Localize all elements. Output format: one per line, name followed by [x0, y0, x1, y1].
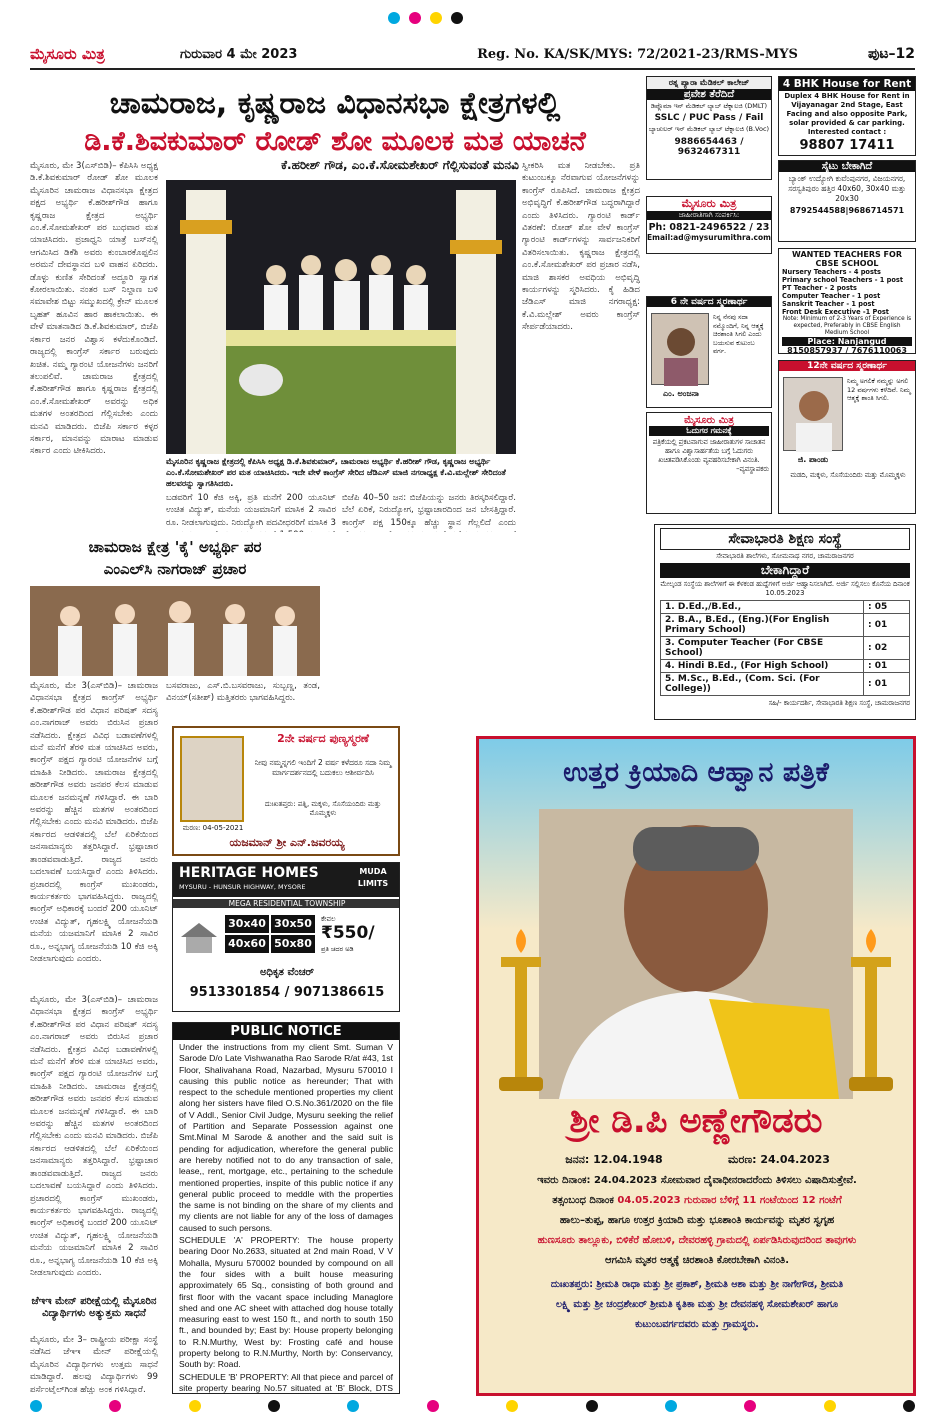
seva-row-1 — [661, 601, 910, 614]
lead-column-mid-2-text: ಬಿಜೆಪಿ 40–50 ಜನ: ಬಿಜೆಪಿಯನ್ನು ಜನರು ತಿರಸ್ಕರಿಸಲಿದ್ದಾರೆ. ಬೆಲೆ ಏರಿಕೆ, ನಿರುದ್ಯೋಗ, ಭ್ರಷ್ಟಾಚಾರದಿಂದ ಜನ ಬೇಸತ್ತಿದ್ದಾರೆ. ಕಾಂಗ್ರೆಸ್ ಪಕ್ಷ 150ಕ್ಕೂ ಹೆಚ್ಚು ಸ್ಥಾನ ಗೆಲ್ಲಲಿದೆ ಎಂದು — [342, 493, 516, 528]
lead-headline-1: ಚಾಮರಾಜ, ಕೃಷ್ಣರಾಜ ವಿಧಾನಸಭಾ ಕ್ಷೇತ್ರಗಳಲ್ಲಿ — [109, 86, 561, 121]
memorial-3-name: ಯಜಮಾನ್ ಶ್ರೀ ಎನ್.ಜವರಯ್ಯ — [229, 836, 345, 849]
heritage-price-unit: ಪ್ರತಿ ಚದರ ಅಡಿ — [321, 945, 354, 953]
public-notice-body: Under the instructions from my client Smt. Suman V Sarode D/o Late Vishwanatha Rao Sarode R/at #43, 1st Floor, Shalivahana Road, Nazarbad, Mysuru 570010 I causing this public notice as hereunder; That with respect to the schedule mentioned properties my client along her sisters have filed O.S.No.361/2020 on the file of V Addl., Senior Civil Judge, Mysuru seeking the relief of Partition and Separate Possession against one Smt.Minal M Sarode & another and the said suit is pending for adjudication, wherefore the general public are hereby notified not to do any transaction of sale, lease,, rent, mortgage, etc., pertaining to the schedule mentioned properties, inspite of this public notice if any general public proceed to meddle with the properties the same is not binding on the share of my clients and my clients are not liable for any of the loss of damages caused to such persons. — [179, 1042, 393, 1233]
teachers-item-6: Front Desk Executive -1 Post — [782, 308, 889, 316]
memorial-1-name: ಎಂ. ಅಂಜನಾ — [663, 389, 699, 398]
obituary-lamp-left — [491, 929, 551, 1099]
obituary-line-5: ಆಗಮಿಸಿ ಮೃತರ ಆತ್ಮಕ್ಕೆ ಚಿರಶಾಂತಿ ಕೋರಬೇಕಾಗಿ ವಿನಂತಿ. — [604, 1255, 790, 1266]
teachers-phone: 8150857937 / 7676110063 — [787, 346, 907, 354]
obituary-line-7: ಲಕ್ಷ್ಮಿ ಮತ್ತು ಶ್ರೀ ಚಂದ್ರಶೇಖರ್ ಶ್ರೀಮತಿ ಕೃತಿಕಾ ಮತ್ತು ಶ್ರೀ ದೇವನಹಳ್ಳಿ ಸೋಮಶೇಖರ್ ಹಾಗೂ — [555, 1299, 839, 1310]
memorial-3-family: ದುಃಖತಪ್ತರು: ಪತ್ನಿ, ಮಕ್ಕಳು, ಸೊಸೆಯಂದಿರು ಮತ್ತು ಮೊಮ್ಮಕ್ಕಳು — [264, 800, 382, 817]
site-wanted-phone: 8792544588|9686714571 — [789, 206, 905, 215]
seva-count: : 02 — [864, 637, 910, 660]
seva-post: 4. Hindi B.Ed., (For High School) — [661, 660, 864, 673]
masthead-registration: Reg. No. KA/SK/MYS: 72/2021-23/RMS-MYS — [477, 46, 798, 62]
lead-photo — [166, 180, 516, 454]
public-notice-title: PUBLIC NOTICE — [173, 1023, 399, 1040]
story2-body — [30, 680, 158, 990]
obituary-died: ಮರಣ: 24.04.2023 — [728, 1153, 830, 1166]
campaign-photo-illustration — [30, 586, 320, 676]
site-wanted-ad — [778, 160, 916, 242]
lead-column-right-text: ಸ್ವೀಕರಿಸಿ ಮತ ನೀಡಬೇಕು. ಪ್ರತಿ ಕುಟುಂಬಕ್ಕೂ ನೆರವಾಗುವ ಯೋಜನೆಗಳನ್ನು ಕಾಂಗ್ರೆಸ್ ರೂಪಿಸಿದೆ. ಚಾಮರಾಜ ಕ್ಷೇತ್ರದ ಅಭಿವೃದ್ಧಿಗೆ ಕೆ.ಹರೀಶ್‌ಗೌಡ ಬದ್ಧರಾಗಿದ್ದಾರೆ ಎಂದು ತಿಳಿಸಿದರು. ಗ್ಯಾರಂಟಿ ಕಾರ್ಡ್ ವಿತರಣೆ: ರೋಡ್ ಶೋ ವೇಳೆ ಕಾಂಗ್ರೆಸ್ ಗ್ಯಾರಂಟಿ ಕಾರ್ಡ್‌ಗಳನ್ನು ಸಾರ್ವಜನಿಕರಿಗೆ ವಿತರಿಸಲಾಯಿತು. ಕೃಷ್ಣರಾಜ ಕ್ಷೇತ್ರದಲ್ಲಿ ಎಂ.ಕೆ.ಸೋಮಶೇಖರ್ ಪರ ಪ್ರಚಾರ ನಡೆಸಿ, ಮಾಜಿ ಶಾಸಕರ ಅವಧಿಯ ಅಭಿವೃದ್ಧಿ ಕಾರ್ಯಗಳನ್ನು ಸ್ಮರಿಸಿದರು. ಕೈ ಹಿಡಿದ ಜೆಡಿಎಸ್ ಮಾಜಿ ನಗರಾಧ್ಯಕ್ಷ: ಕೆ.ವಿ.ಮಲ್ಲೇಶ್ ಅವರು ಕಾಂಗ್ರೆಸ್ ಸೇರ್ಪಡೆಯಾದರು. — [522, 161, 640, 333]
seva-post: 2. B.A., B.Ed., (Eng.)(For English Primary School) — [661, 614, 864, 637]
masthead-logo: ಮೈಸೂರು ಮಿತ್ರ — [30, 45, 105, 63]
seva-row-4 — [661, 660, 910, 673]
mithra-readers-notice — [646, 412, 772, 514]
story3-body-text: ಮೈಸೂರು, ಮೇ 3– ರಾಷ್ಟ್ರೀಯ ಪರೀಕ್ಷಾ ಸಂಸ್ಥೆ ನಡೆಸಿದ ಜೆಇಇ ಮೇನ್ ಪರೀಕ್ಷೆಯಲ್ಲಿ ಮೈಸೂರಿನ ವಿದ್ಯಾರ್ಥಿಗಳು ಉತ್ತಮ ಸಾಧನೆ ಮಾಡಿದ್ದಾರೆ. ಹಲವು ವಿದ್ಯಾರ್ಥಿಗಳು 99 ಪರ್ಸೆಂಟೈಲ್‌ಗಿಂತ ಹೆಚ್ಚು ಅಂಕ ಗಳಿಸಿದ್ದಾರೆ. — [30, 1335, 158, 1394]
teachers-wanted-ad — [778, 248, 916, 354]
seva-count: : 01 — [864, 660, 910, 673]
site-wanted-body: ಬ್ಯಾಂಕ್ ಉದ್ಯೋಗಿ ಕುವೆಂಪುನಗರ, ವಿಜಯನಗರ, ಸರಸ್ವತಿಪುರಂ ಹತ್ತಿರ 40x60, 30x40 ಮತ್ತು 20x30 — [788, 174, 906, 203]
seva-title: ಸೇವಾಭಾರತಿ ಶಿಕ್ಷಣ ಸಂಸ್ಥೆ — [660, 528, 910, 550]
memorial-ad-2 — [778, 360, 916, 514]
heritage-size-4: 50x80 — [271, 935, 315, 953]
house-rent-title: 4 BHK House for Rent — [779, 77, 915, 91]
nursing-title: ರತ್ನ ಪ್ಯಾರಾ ಮೆಡಿಕಲ್ ಕಾಲೇಜ್ — [647, 77, 771, 89]
mithra-notice-title: ಮೈಸೂರು ಮಿತ್ರ — [684, 415, 734, 426]
lead-column-1 — [30, 160, 158, 530]
classified-phone: Ph: 0821-2496522 / 23 — [648, 222, 770, 233]
seva-count: : 01 — [864, 614, 910, 637]
site-wanted-title: ಸೈಟು ಬೇಕಾಗಿದೆ — [779, 161, 915, 172]
lead-deck: ಕೆ.ಹರೀಶ್ ಗೌಡ, ಎಂ.ಕೆ.ಸೋಮಶೇಖರ್ ಗೆಲ್ಲಿಸುವಂತೆ ಮನವಿ — [281, 158, 519, 172]
heritage-badge: MUDA LIMITS — [357, 867, 389, 888]
teachers-item-2: Primary school Teachers - 1 post — [782, 276, 903, 284]
memorial-2-family: ಮಡದಿ, ಮಕ್ಕಳು, ಸೊಸೆಯಂದಿರು ಮತ್ತು ಮೊಮ್ಮಕ್ಕಳು — [790, 471, 906, 479]
story3-headline: ಜೆಇಇ ಮೇನ್ ಪರೀಕ್ಷೆಯಲ್ಲಿ ಮೈಸೂರಿನ ವಿದ್ಯಾರ್ಥಿಗಳು ಅತ್ಯುತ್ತಮ ಸಾಧನೆ — [31, 1296, 157, 1319]
nursing-college-ad — [646, 76, 772, 180]
obituary-portrait — [539, 809, 853, 1099]
heritage-subtitle: MEGA RESIDENTIAL TOWNSHIP — [173, 899, 400, 908]
obituary-born: ಜನನ: 12.04.1948 — [565, 1153, 663, 1166]
memorial-2-name: ಜಿ. ಪಾಂಡು — [797, 455, 829, 464]
nursing-subtitle: ಪ್ರವೇಶ ತೆರೆದಿದೆ — [647, 89, 771, 100]
story2-headline-1: ಚಾಮರಾಜ ಕ್ಷೇತ್ರ 'ಕೈ' ಅಭ್ಯರ್ಥಿ ಪರ — [88, 538, 262, 556]
memorial-ad-1 — [646, 296, 772, 408]
memorial-1-body: ನಿನ್ನ ನೆನಪು ಸದಾ ನಮ್ಮೊಂದಿಗೆ, ನಿನ್ನ ಆತ್ಮಕ್ಕೆ ಚಿರಶಾಂತಿ ಸಿಗಲಿ ಎಂದು ಬಯಸುವ ಕುಟುಂಬ ವರ್ಗ. — [713, 313, 764, 355]
obituary-line-3: ಹಾಲು–ತುಪ್ಪ, ಹಾಗೂ ಉತ್ತರ ಕ್ರಿಯಾದಿ ಮತ್ತು ಭೂಶಾಂತಿ ಕಾರ್ಯವನ್ನು ಮೃತರ ಸ್ವಗೃಹ — [559, 1215, 835, 1226]
teachers-item-4: Computer Teacher - 1 post — [782, 292, 881, 300]
teachers-place: Place: Nanjangud — [782, 337, 912, 346]
memorial-2-photo — [783, 377, 843, 451]
mithra-notice-sign: –ವ್ಯವಸ್ಥಾಪಕರು — [736, 465, 769, 473]
seva-bharathi-ad — [654, 524, 916, 720]
seva-post: 5. M.Sc., B.Ed., (Com. Sci. (For College)) — [661, 673, 864, 696]
registration-marks-top — [388, 12, 463, 24]
lead-column-mid-1-text: ಬಡವರಿಗೆ 10 ಕೆಜಿ ಅಕ್ಕಿ, ಪ್ರತಿ ಮನೆಗೆ 200 ಯೂನಿಟ್ ಉಚಿತ ವಿದ್ಯುತ್, ಮನೆಯ ಯಜಮಾನಿಗೆ ಮಾಸಿಕ 2 ಸಾವಿರ ರೂ. ನೀಡಲಾಗುವುದು. ನಿರುದ್ಯೋಗಿ ಪದವೀಧರರಿಗೆ ಮಾಸಿಕ 3 — [166, 493, 336, 528]
story2-continuation-text: ಮೈಸೂರು, ಮೇ 3(ಎಸ್‌ಬಿಡಿ)– ಚಾಮರಾಜ ವಿಧಾನಸಭಾ ಕ್ಷೇತ್ರದ ಕಾಂಗ್ರೆಸ್ ಅಭ್ಯರ್ಥಿ ಕೆ.ಹರೀಶ್‌ಗೌಡ ಪರ ವಿಧಾನ ಪರಿಷತ್ ಸದಸ್ಯ ಎಂ.ನಾಗರಾಜ್ ಅವರು ಬಿರುಸಿನ ಪ್ರಚಾರ ನಡೆಸಿದರು. ಕ್ಷೇತ್ರದ ವಿವಿಧ ಬಡಾವಣೆಗಳಲ್ಲಿ ಮನೆ ಮನೆಗೆ ತೆರಳಿ ಮತ ಯಾಚಿಸಿದ ಅವರು, ಕಾಂಗ್ರೆಸ್ ಪಕ್ಷದ ಗ್ಯಾರಂಟಿ ಯೋಜನೆಗಳ ಬಗ್ಗೆ ಮಾಹಿತಿ ನೀಡಿದರು. ಚಾಮರಾಜ ಕ್ಷೇತ್ರದಲ್ಲಿ ಹರೀಶ್‌ಗೌಡ ಅವರು ಜನಪರ ಕೆಲಸ ಮಾಡುವ ಮೂಲಕ ಜನಮನ್ನಣೆ ಗಳಿಸಿದ್ದಾರೆ. ಈ ಬಾರಿ ಅವರನ್ನು ಹೆಚ್ಚಿನ ಮತಗಳ ಅಂತರದಿಂದ ಗೆಲ್ಲಿಸಬೇಕು ಎಂದು ಮನವಿ ಮಾಡಿದರು. ಬಿಜೆಪಿ ಸರ್ಕಾರದ ಆಡಳಿತದಲ್ಲಿ ಬೆಲೆ ಏರಿಕೆಯಿಂದ ಜನಸಾಮಾನ್ಯರು ತತ್ತರಿಸಿದ್ದಾರೆ. ಭ್ರಷ್ಟಾಚಾರ ತಾಂಡವವಾಡುತ್ತಿದೆ. ರಾಜ್ಯದ ಜನರು ಬದಲಾವಣೆ ಬಯಸಿದ್ದಾರೆ ಎಂದು ತಿಳಿಸಿದರು. ಪ್ರಚಾರದಲ್ಲಿ ಕಾಂಗ್ರೆಸ್ ಮುಖಂಡರು, ಕಾರ್ಯಕರ್ತರು ಭಾಗವಹಿಸಿದ್ದರು. ರಾಜ್ಯದಲ್ಲಿ ಕಾಂಗ್ರೆಸ್ ಅಧಿಕಾರಕ್ಕೆ ಬಂದರೆ 200 ಯೂನಿಟ್ ಉಚಿತ ವಿದ್ಯುತ್, ಗೃಹಲಕ್ಷ್ಮಿ ಯೋಜನೆಯಡಿ ಮನೆಯ ಯಜಮಾನಿಗೆ ಮಾಸಿಕ 2 ಸಾವಿರ ರೂ., ಅನ್ನಭಾಗ್ಯ ಯೋಜನೆಯಡಿ 10 ಕೆಜಿ ಅಕ್ಕಿ ನೀಡಲಾಗುವುದು ಎಂದರು. — [30, 995, 158, 1278]
teachers-item-3: PT Teacher - 2 posts — [782, 284, 857, 292]
obituary-name: ಶ್ರೀ ಡಿ.ಪಿ ಅಣ್ಣೇಗೌಡರು — [569, 1101, 823, 1141]
memorial-2-title: 12ನೇ ವರ್ಷದ ಸ್ಮರಣಾರ್ಥ — [779, 361, 915, 371]
nursing-line-3: ಬ್ಯಾಚುಲರ್ ಇನ್ ಮೆಡಿಕಲ್ ಲ್ಯಾಬ್ ಟೆಕ್ನಾಲಜಿ (B.Voc) — [648, 125, 770, 133]
lead-headline-2: ಡಿ.ಕೆ.ಶಿವಕುಮಾರ್ ರೋಡ್ ಶೋ ಮೂಲಕ ಮತ ಯಾಚನೆ — [84, 126, 586, 157]
public-notice-schedule-b: SCHEDULE 'B' PROPERTY: All that piece and parcel of site property bearing No.57 situated at 'B' Block, DTS — [179, 1371, 393, 1393]
obituary-title: ಉತ್ತರ ಕ್ರಿಯಾದಿ ಆಹ್ವಾನ ಪತ್ರಿಕೆ — [563, 757, 829, 788]
story2-body-text: ಮೈಸೂರು, ಮೇ 3(ಎಸ್‌ಬಿಡಿ)– ಚಾಮರಾಜ ವಿಧಾನಸಭಾ ಕ್ಷೇತ್ರದ ಕಾಂಗ್ರೆಸ್ ಅಭ್ಯರ್ಥಿ ಕೆ.ಹರೀಶ್‌ಗೌಡ ಪರ ವಿಧಾನ ಪರಿಷತ್ ಸದಸ್ಯ ಎಂ.ನಾಗರಾಜ್ ಅವರು ಬಿರುಸಿನ ಪ್ರಚಾರ ನಡೆಸಿದರು. ಕ್ಷೇತ್ರದ ವಿವಿಧ ಬಡಾವಣೆಗಳಲ್ಲಿ ಮನೆ ಮನೆಗೆ ತೆರಳಿ ಮತ ಯಾಚಿಸಿದ ಅವರು, ಕಾಂಗ್ರೆಸ್ ಪಕ್ಷದ ಗ್ಯಾರಂಟಿ ಯೋಜನೆಗಳ ಬಗ್ಗೆ ಮಾಹಿತಿ ನೀಡಿದರು. ಚಾಮರಾಜ ಕ್ಷೇತ್ರದಲ್ಲಿ ಹರೀಶ್‌ಗೌಡ ಅವರು ಜನಪರ ಕೆಲಸ ಮಾಡುವ ಮೂಲಕ ಜನಮನ್ನಣೆ ಗಳಿಸಿದ್ದಾರೆ. ಈ ಬಾರಿ ಅವರನ್ನು ಹೆಚ್ಚಿನ ಮತಗಳ ಅಂತರದಿಂದ ಗೆಲ್ಲಿಸಬೇಕು ಎಂದು ಮನವಿ ಮಾಡಿದರು. ಬಿಜೆಪಿ ಸರ್ಕಾರದ ಆಡಳಿತದಲ್ಲಿ ಬೆಲೆ ಏರಿಕೆಯಿಂದ ಜನಸಾಮಾನ್ಯರು ತತ್ತರಿಸಿದ್ದಾರೆ. ಭ್ರಷ್ಟಾಚಾರ ತಾಂಡವವಾಡುತ್ತಿದೆ. ರಾಜ್ಯದ ಜನರು ಬದಲಾವಣೆ ಬಯಸಿದ್ದಾರೆ ಎಂದು ತಿಳಿಸಿದರು. ಪ್ರಚಾರದಲ್ಲಿ ಕಾಂಗ್ರೆಸ್ ಮುಖಂಡರು, ಕಾರ್ಯಕರ್ತರು ಭಾಗವಹಿಸಿದ್ದರು. ರಾಜ್ಯದಲ್ಲಿ ಕಾಂಗ್ರೆಸ್ ಅಧಿಕಾರಕ್ಕೆ ಬಂದರೆ 200 ಯೂನಿಟ್ ಉಚಿತ ವಿದ್ಯುತ್, ಗೃಹಲಕ್ಷ್ಮಿ ಯೋಜನೆಯಡಿ ಮನೆಯ ಯಜಮಾನಿಗೆ ಮಾಸಿಕ 2 ಸಾವಿರ ರೂ., ಅನ್ನಭಾಗ್ಯ ಯೋಜನೆಯಡಿ 10 ಕೆಜಿ ಅಕ್ಕಿ ನೀಡಲಾಗುವುದು ಎಂದರು. — [30, 681, 158, 964]
memorial-1-title: 6 ನೇ ವರ್ಷದ ಸ್ಮರಣಾರ್ಥ — [647, 297, 771, 307]
obituary-lamp-right — [841, 929, 901, 1099]
seva-count: : 01 — [864, 673, 910, 696]
obituary-line-1: ಇವರು ದಿನಾಂಕ: 24.04.2023 ಸೋಮವಾರ ದೈವಾಧೀನರಾದರೆಂದು ತಿಳಿಸಲು ವಿಷಾದಿಸುತ್ತೇವೆ. — [537, 1175, 857, 1186]
heritage-size-2: 30x50 — [271, 915, 315, 933]
seva-sign: ಸಹಿ/- ಕಾರ್ಯದರ್ಶಿ, ಸೇವಾಭಾರತಿ ಶಿಕ್ಷಣ ಸಂಸ್ಥೆ, ಚಾಮರಾಜನಗರ — [768, 699, 910, 707]
seva-wanted: ಬೇಕಾಗಿದ್ದಾರೆ — [660, 563, 910, 578]
teachers-item-5: Sanskrit Teacher - 1 post — [782, 300, 875, 308]
seva-row-2 — [661, 614, 910, 637]
heritage-title: HERITAGE HOMES — [179, 865, 319, 881]
seva-posts-table — [660, 600, 910, 696]
obituary-line-2b: 04.05.2023 ಗುರುವಾರ ಬೆಳಿಗ್ಗೆ 11 ಗಂಟೆಯಿಂದ 12 ಗಂಟೆಗೆ — [617, 1195, 842, 1206]
heritage-price-label: ಕೇವಲ — [321, 915, 336, 923]
heritage-location: MYSURU - HUNSUR HIGHWAY, MYSORE — [179, 883, 306, 891]
heritage-size-1: 30x40 — [225, 915, 269, 933]
seva-count: : 05 — [864, 601, 910, 614]
nursing-line-1: ಡಿಪ್ಲೊಮಾ ಇನ್ ಮೆಡಿಕಲ್ ಲ್ಯಾಬ್ ಟೆಕ್ನಾಲಜಿ (DMLT) — [650, 102, 768, 110]
seva-intro: ಮೇಲ್ಕಂಡ ಸಂಸ್ಥೆಯ ಶಾಲೆಗಳಿಗೆ ಈ ಕೆಳಕಂಡ ಹುದ್ದೆಗಳಿಗೆ ಅರ್ಜಿ ಆಹ್ವಾನಿಸಲಾಗಿದೆ. ಅರ್ಜಿ ಸಲ್ಲಿಸಲು ಕೊನೆಯ ದಿನಾಂಕ 10.05.2023 — [660, 580, 910, 597]
masthead-page-number: ಪುಟ–12 — [867, 46, 915, 62]
lead-column-mid-1 — [166, 492, 336, 532]
heritage-size-3: 40x60 — [225, 935, 269, 953]
teachers-item-1: Nursery Teachers - 4 posts — [782, 268, 881, 276]
lead-column-1-text: ಮೈಸೂರು, ಮೇ 3(ಎಸ್‌ಬಿಡಿ)– ಕೆಪಿಸಿಸಿ ಅಧ್ಯಕ್ಷ ಡಿ.ಕೆ.ಶಿವಕುಮಾರ್ ರೋಡ್ ಶೋ ಮೂಲಕ ಮೈಸೂರಿನ ಚಾಮರಾಜ ವಿಧಾನಸಭಾ ಕ್ಷೇತ್ರದ ಪಕ್ಷದ ಅಭ್ಯರ್ಥಿ ಕೆ.ಹರೀಶ್‌ಗೌಡ ಹಾಗೂ ಕೃಷ್ಣರಾಜ ಕ್ಷೇತ್ರದ ಅಭ್ಯರ್ಥಿ ಎಂ.ಕೆ.ಸೋಮಶೇಖರ್ ಪರ ಬುಧವಾರ ಮತ ಯಾಚಿಸಿದರು. ಪ್ರಜಾಧ್ವನಿ ಯಾತ್ರೆ ಬಸ್‌ನಲ್ಲಿ ಆಗಮಿಸಿದ ಡಿಕೆಶಿ ಅವರು ಕುಂಬಾರಕೊಪ್ಪಲಿನ ಅರಮನೆ ದೇವಸ್ಥಾನದ ಬಳಿ ವಾಹನ ಏರಿದರು. ಡೊಳ್ಳು ಕುಣಿತ ಸೇರಿದಂತೆ ಅದ್ಧೂರಿ ಸ್ವಾಗತ ಕೋರಲಾಯಿತು. ನಂತರ ಬಸ್ ನಿಲ್ದಾಣ ಬಳಿ ಸಮಾವೇಶ ಬಿಟ್ಟು ಸಮ್ಮುಖದಲ್ಲಿ ಕ್ರೇನ್ ಮೂಲಕ ಬೃಹತ್ ಹೂವಿನ ಹಾರ ಹಾಕಲಾಯಿತು. ಈ ವೇಳೆ ಮಾತನಾಡಿದ ಡಿ.ಕೆ.ಶಿವಕುಮಾರ್, ಬಿಜೆಪಿ ಸರ್ಕಾರ ಜನರ ವಿಶ್ವಾಸ ಕಳೆದುಕೊಂಡಿದೆ. ರಾಜ್ಯದಲ್ಲಿ ಕಾಂಗ್ರೆಸ್ ಸರ್ಕಾರ ಬರುವುದು ಖಚಿತ. ನಮ್ಮ ಗ್ಯಾರಂಟಿ ಯೋಜನೆಗಳು ಜನರಿಗೆ ತಲುಪಲಿವೆ. ಚಾಮರಾಜ ಕ್ಷೇತ್ರದಲ್ಲಿ ಕೆ.ಹರೀಶ್‌ಗೌಡ ಹಾಗೂ ಕೃಷ್ಣರಾಜ ಕ್ಷೇತ್ರದಲ್ಲಿ ಎಂ.ಕೆ.ಸೋಮಶೇಖರ್ ಅವರನ್ನು ಅಧಿಕ ಮತಗಳ ಅಂತರದಿಂದ ಗೆಲ್ಲಿಸಬೇಕು ಎಂದು ಮನವಿ ಮಾಡಿದರು. ಬಿಜೆಪಿ ಸರ್ಕಾರ ಕಳ್ಳರ ಸರ್ಕಾರ, ಮಾನವನ್ನು ಮಾರಾಟ ಮಾಡುವ ಸರ್ಕಾರ ಎಂದು ಟೀಕಿಸಿದರು. — [30, 161, 158, 457]
obituary-line-2a: ತತ್ಸಂಬಂಧ ದಿನಾಂಕ — [552, 1195, 614, 1206]
memorial-1-photo — [651, 313, 709, 385]
obituary-line-2 — [487, 1195, 907, 1206]
heritage-homes-ad — [172, 862, 400, 1012]
memorial-3-body: ನೀವು ನಮ್ಮನ್ನಗಲಿ ಇಂದಿಗೆ 2 ವರ್ಷ ಕಳೆದರೂ ಸದಾ ನಿಮ್ಮ ಮಾರ್ಗದರ್ಶನದಲ್ಲಿ ಬದುಕಲು ಆಶೀರ್ವದಿಸಿ — [254, 758, 392, 777]
seva-subtitle: ಸೇವಾಭಾರತಿ ಶಾಲೆಗಳು, ಸೋಮನಾಥ ನಗರ, ಚಾಮರಾಜನಗರ — [716, 552, 854, 560]
memorial-3-photo — [180, 736, 244, 822]
classified-title: ಮೈಸೂರು ಮಿತ್ರ — [681, 197, 737, 210]
mithra-notice-body: ಪತ್ರಿಕೆಯಲ್ಲಿ ಪ್ರಕಟವಾಗುವ ಜಾಹೀರಾತುಗಳ ಸಾಚಾತನ ಹಾಗೂ ವಿಶ್ವಾಸಾರ್ಹತೆಯ ಬಗ್ಗೆ ಓದುಗರು ಖಚಿತಪಡಿಸಿಕೊಂಡು ವ್ಯವಹರಿಸಬೇಕಾಗಿ ವಿನಂತಿ. — [652, 438, 766, 464]
heritage-header — [173, 863, 400, 897]
lead-photo-caption: ಮೈಸೂರಿನ ಕೃಷ್ಣರಾಜ ಕ್ಷೇತ್ರದಲ್ಲಿ ಕೆಪಿಸಿಸಿ ಅಧ್ಯಕ್ಷ ಡಿ.ಕೆ.ಶಿವಕುಮಾರ್, ಚಾಮರಾಜ ಅಭ್ಯರ್ಥಿ ಕೆ.ಹರೀಶ್ ಗೌಡ, ಕೃಷ್ಣರಾಜ ಅಭ್ಯರ್ಥಿ ಎಂ.ಕೆ.ಸೋಮಶೇಖರ್ ಪರ ಮತ ಯಾಚಿಸಿದರು. ಇದೇ ವೇಳೆ ಕಾಂಗ್ರೆಸ್ ಸೇರಿದ ಜೆಡಿಎಸ್ ಮಾಜಿ ನಗರಾಧ್ಯಕ್ಷ ಕೆ.ವಿ.ಮಲ್ಲೇಶ್ ಸೇರಿದಂತೆ ಹಲವರನ್ನು ಸ್ವಾಗತಿಸಿದರು. — [166, 457, 506, 488]
public-notice-schedule-a: SCHEDULE 'A' PROPERTY: The house property bearing Door No.2633, situated at 2nd main Road, V V Mohalla, Mysuru 570002 bounded by compound on all the four sides with a built house measuring approximately 65 Sq., consisting of both ground and first floor with the vacant space including Managlore shed and one AC sheet with attached dog house totally measuring east to west 150 ft., and north to south 150 ft., and bounded by; East by: House property belonging to R.N.Murthy, West by: Frosting café and house property belong to R.N.Murthy, North by: Conservancy, South by: Road. — [179, 1235, 393, 1370]
obituary-line-6: ದುಃಖತಪ್ತರು: ಶ್ರೀಮತಿ ರಾಧಾ ಮತ್ತು ಶ್ರೀ ಪ್ರಕಾಶ್, ಶ್ರೀಮತಿ ಆಶಾ ಮತ್ತು ಶ್ರೀ ನಾಗೇಗೌಡ, ಶ್ರೀಮತಿ — [550, 1279, 844, 1290]
public-notice — [172, 1022, 400, 1394]
classified-subtitle: ಜಾಹೀರಾತಿಗಾಗಿ ಸಂಪರ್ಕಿಸಿ: — [647, 211, 771, 220]
memorial-2-body: ನಿಮ್ಮ ಅಗಲಿಕೆ ನಮ್ಮನ್ನು ಅಗಲಿ 12 ವರ್ಷಗಳು ಕಳೆದಿವೆ. ನಿಮ್ಮ ಆತ್ಮಕ್ಕೆ ಶಾಂತಿ ಸಿಗಲಿ. — [847, 377, 911, 402]
seva-post: 3. Computer Teacher (For CBSE School) — [661, 637, 864, 660]
story3-body — [30, 1334, 158, 1394]
lead-column-right — [522, 160, 640, 530]
memorial-ad-3 — [172, 726, 400, 856]
seva-row-5 — [661, 673, 910, 696]
heritage-phone: 9513301854 / 9071386615 — [189, 985, 385, 1000]
classified-ad-contact — [646, 196, 772, 254]
story2-photo — [30, 586, 320, 676]
memorial-3-date: ಮರಣ: 04-05-2021 — [182, 824, 244, 832]
nursing-phone: 9886654463 / 9632467311 — [674, 137, 744, 157]
masthead — [30, 40, 915, 70]
house-rent-ad — [778, 76, 916, 156]
house-rent-phone: 98807 17411 — [799, 138, 895, 153]
masthead-date: ಗುರುವಾರ 4 ಮೇ 2023 — [180, 46, 298, 62]
registration-marks-bottom — [30, 1400, 915, 1412]
story2-headline-2: ಎಂಎಲ್‌ಸಿ ನಾಗರಾಜ್ ಪ್ರಚಾರ — [103, 560, 247, 578]
obituary-ad — [476, 736, 916, 1396]
heritage-house-icon — [179, 921, 219, 955]
mithra-notice-subtitle: ಓದುಗರ ಗಮನಕ್ಕೆ — [649, 426, 769, 436]
obituary-line-4: ಹುಣಸೂರು ತಾಲ್ಲೂಕು, ಬಿಳಿಕೆರೆ ಹೋಬಳಿ, ದೇವರಹಳ್ಳಿ ಗ್ರಾಮದಲ್ಲಿ ಏರ್ಪಡಿಸಿರುವುದರಿಂದ ತಾವುಗಳು — [537, 1235, 857, 1246]
roadshow-photo-illustration — [166, 180, 516, 454]
teachers-title: WANTED TEACHERS FOR CBSE SCHOOL — [792, 250, 902, 268]
story2-caption-right — [166, 680, 320, 720]
classified-email: Email:ad@mysurumithra.com — [647, 233, 771, 242]
memorial-3-title: 2ನೇ ವರ್ಷದ ಪುಣ್ಯಸ್ಮರಣೆ — [277, 732, 369, 745]
teachers-note: Note: Minimum of 2-3 Years of Experience is expected, Preferably in CBSE English Medium School — [782, 316, 912, 336]
seva-row-3 — [661, 637, 910, 660]
house-rent-body: Duplex 4 BHK House for Rent in Vijayanagar 2nd Stage, East Facing and also opposite Park, solar provided & car parking. Interested contact : — [784, 92, 910, 136]
nursing-line-2: SSLC / PUC Pass / Fail — [654, 113, 764, 123]
story2-caption-right-text: ಬಸವರಾಜು, ಎಸ್.ಬಿ.ಬಸವರಾಜು, ಸುಬ್ಬಣ್ಣ, ತಂಡ, ವಿನಯ್(ಸತೀಶ್) ಮತ್ತಿತರರು ಭಾಗವಹಿಸಿದ್ದರು. — [166, 681, 320, 704]
seva-post: 1. D.Ed.,/B.Ed., — [661, 601, 864, 614]
heritage-price: ₹550/ — [321, 923, 375, 943]
obituary-line-8: ಕುಟುಂಬವರ್ಗದವರು ಮತ್ತು ಗ್ರಾಮಸ್ಥರು. — [635, 1319, 759, 1330]
heritage-agent: ಅಧಿಕೃತ ವೆಂಚರ್ — [259, 967, 315, 978]
story2-continuation — [30, 994, 158, 1290]
lead-column-mid-2 — [342, 492, 516, 532]
